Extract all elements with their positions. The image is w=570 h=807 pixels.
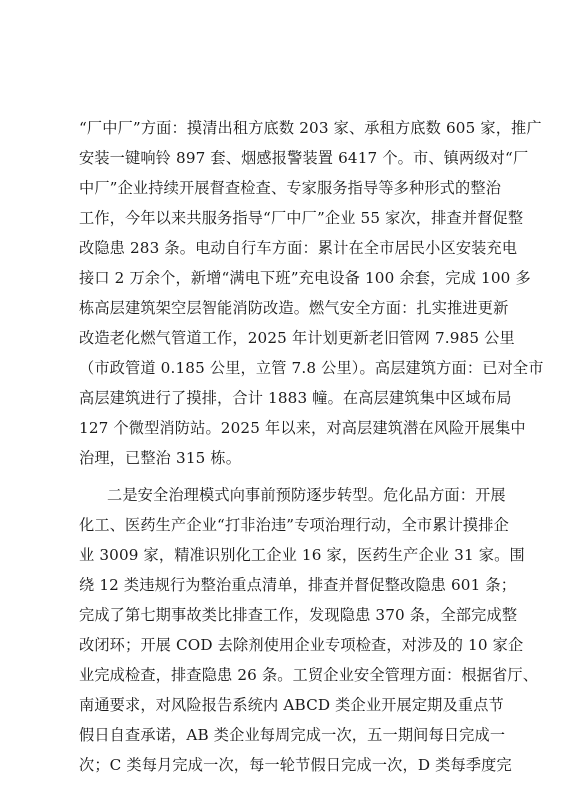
body-text-line: 南通要求，对风险报告系统内 ABCD 类企业开展定期及重点节 <box>79 696 504 714</box>
body-text-line: 高层建筑进行了摸排，合计 1883 幢。在高层建筑集中区域布局 <box>79 389 512 407</box>
body-text-line: 改隐患 283 条。电动自行车方面：累计在全市居民小区安装充电 <box>79 239 518 257</box>
paragraph-first-line: 二是安全治理模式向事前预防逐步转型。危化品方面：开展 <box>107 486 506 504</box>
body-text-line: 化工、医药生产企业“打非治违”专项治理行动，全市累计摸排企 <box>79 516 509 534</box>
body-text-line: 工作，今年以来共服务指导“厂中厂”企业 55 家次，排查并督促整 <box>79 209 524 227</box>
body-text-line: 业完成检查，排查隐患 26 条。工贸企业安全管理方面：根据省厅、 <box>79 666 539 684</box>
body-text-line: 中厂”企业持续开展督查检查、专家服务指导等多种形式的整治 <box>79 179 502 197</box>
body-text-line: 假日自查承诺，AB 类企业每周完成一次，五一期间每日完成一 <box>79 726 506 744</box>
body-text-line: 绕 12 类违规行为整治重点清单，排查并督促整改隐患 601 条； <box>79 576 517 594</box>
body-text-line: 改闭环；开展 COD 去除剂使用企业专项检查，对涉及的 10 家企 <box>79 636 524 654</box>
body-text-line: “厂中厂”方面：摸清出租方底数 203 家、承租方底数 605 家，推广 <box>79 119 542 137</box>
body-text-line: 改造老化燃气管道工作，2025 年计划更新老旧管网 7.985 公里 <box>79 329 515 347</box>
body-text-line: 栋高层建筑架空层智能消防改造。燃气安全方面：扎实推进更新 <box>79 299 509 317</box>
body-text-line: 完成了第七期事故类比排查工作，发现隐患 370 条，全部完成整 <box>79 606 518 624</box>
body-text-line: 接口 2 万余个，新增“满电下班”充电设备 100 余套，完成 100 多 <box>79 269 531 287</box>
body-text-line: 治理，已整治 315 栋。 <box>79 449 242 467</box>
body-text-line: 安装一键响铃 897 套、烟感报警装置 6417 个。市、镇两级对“厂 <box>79 149 529 167</box>
body-text-line: 次；C 类每月完成一次，每一轮节假日完成一次，D 类每季度完 <box>79 756 512 774</box>
body-text-line: （市政管道 0.185 公里，立管 7.8 公里）。高层建筑方面：已对全市 <box>79 359 544 377</box>
body-text-line: 业 3009 家，精准识别化工企业 16 家，医药生产企业 31 家。围 <box>79 546 525 564</box>
body-text-line: 127 个微型消防站。2025 年以来，对高层建筑潜在风险开展集中 <box>79 419 526 437</box>
